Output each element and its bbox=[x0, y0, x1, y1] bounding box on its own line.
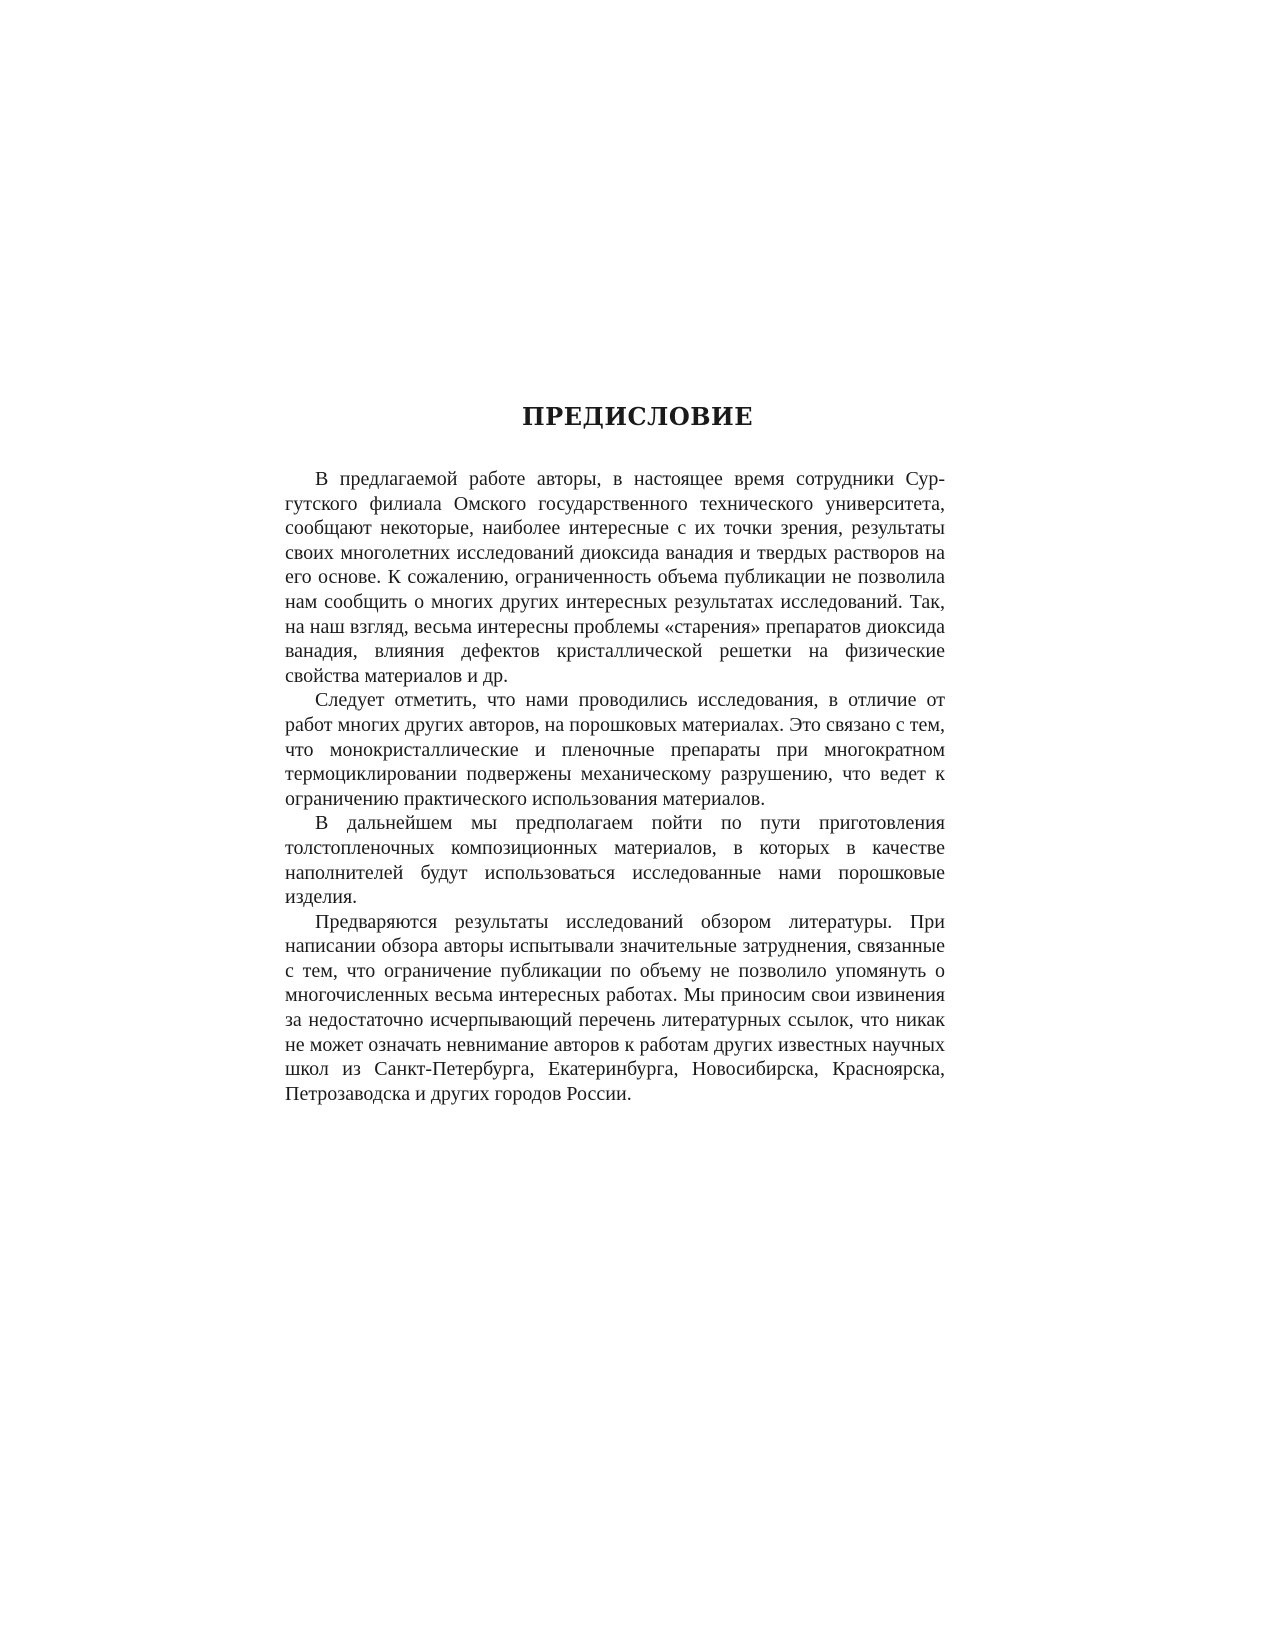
page-title: ПРЕДИСЛОВИЕ bbox=[521, 402, 753, 431]
preface-body bbox=[285, 467, 945, 1106]
paragraph: В предлагаемой работе авторы, в настоящее время сотрудники Сургутского филиала Омского государственного технического университета, сообщают некоторые, наиболее интересные с их точки зрения, результаты своих многолетних исследований диоксида ванадия и твердых растворов на его основе. К сожалению, ограниченность объема публикации не позволила нам сообщить о многих других интересных результатах исследований. Так, на наш взгляд, весьма интересны проблемы «старения» препаратов диоксида ванадия, влияния дефектов кристаллической решетки на физические свойства материалов и др. bbox=[285, 468, 945, 687]
paragraph: Предваряются результаты исследований обзором литературы. При написании обзора авторы испытывали значительные затруднения, связанные с тем, что ограничение публикации по объему не позволило упомянуть о многочисленных весьма интересных работах. Мы приносим свои извинения за недостаточно исчерпывающий перечень литературных ссылок, что никак не может означать невнимание авторов к работам других известных научных школ из Санкт-Петербурга, Екатеринбурга, Новосибирска, Красноярска, Петрозаводска и других городов России. bbox=[285, 910, 945, 1105]
paragraph: Следует отметить, что нами проводились исследования, в отличие от работ многих других авторов, на порошковых материалах. Это связано с тем, что монокристаллические и пленочные препараты при многократном термоциклировании подвержены механическому разрушению, что ведет к ограничению практического использования материалов. bbox=[285, 689, 945, 810]
paragraph: В дальнейшем мы предполагаем пойти по пути приготовления толстопленочных композиционных материалов, в которых в качестве наполнителей будут использоваться исследованные нами порошковые изделия. bbox=[285, 812, 945, 909]
